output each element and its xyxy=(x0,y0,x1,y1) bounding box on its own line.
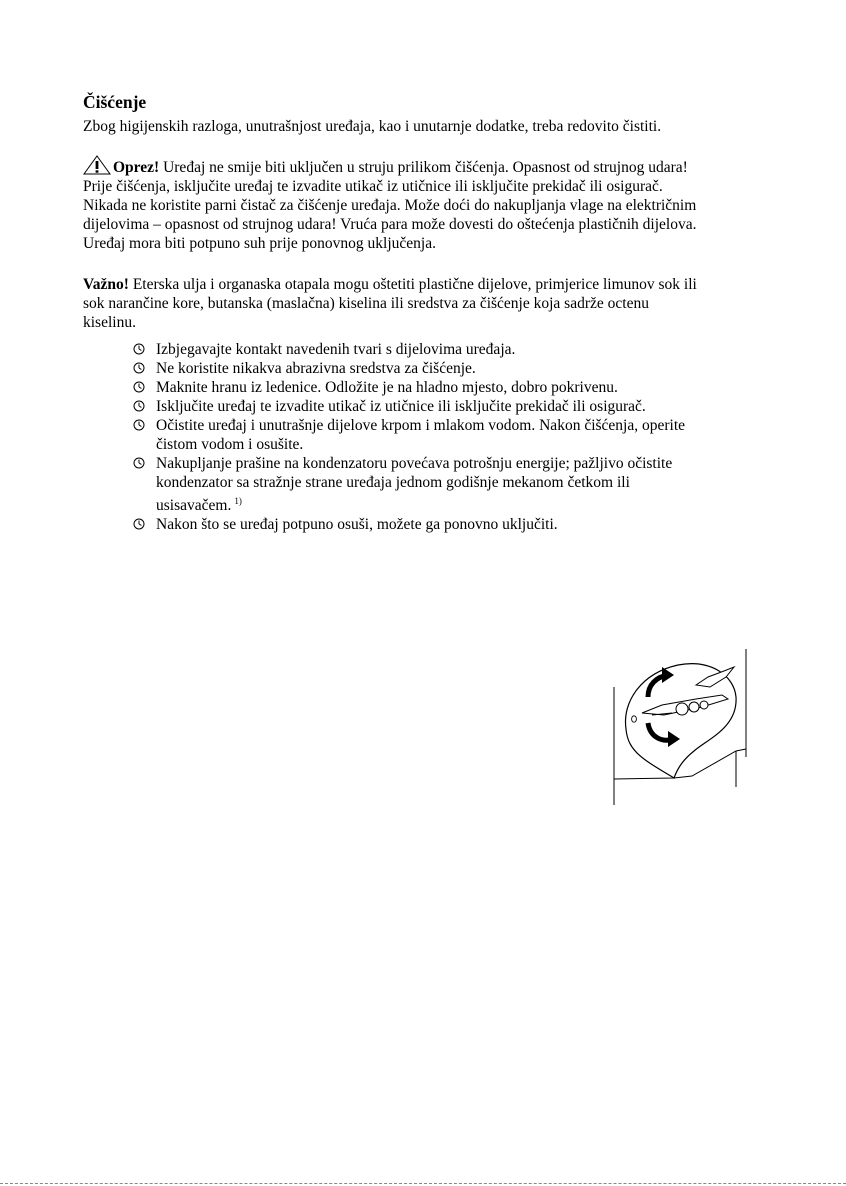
step-text: Nakupljanje prašine na kondenzatoru povećava potrošnju energije; pažljivo očistite kondenzator sa stražnje strane uređaja jednom godišnje mekanom četkom ili usisavačem. xyxy=(156,455,673,514)
section-title: Čišćenje xyxy=(83,92,147,112)
step-text: Maknite hranu iz ledenice. Odložite je na hladno mjesto, dobro pokrivenu. xyxy=(156,379,618,396)
step-text: Izbjegavajte kontakt navedenih tvari s dijelovima uređaja. xyxy=(156,341,516,358)
important-text: Eterska ulja i organaska otapala mogu oštetiti plastične dijelove, primjerice limunov sok ili sok narančine kore, butanska (maslačna) kiselina ili sredstva za čišćenje koja sadrže octenu kiselinu. xyxy=(83,276,697,331)
page-bottom-divider xyxy=(0,1183,846,1184)
list-item xyxy=(133,397,713,416)
list-item xyxy=(133,515,713,534)
intro-paragraph: Zbog higijenskih razloga, unutrašnjost uređaja, kao i unutarnje dodatke, treba redovito čistiti. xyxy=(83,118,662,135)
step-text: Isključite uređaj te izvadite utikač iz utičnice ili isključite prekidač ili osigurač. xyxy=(156,398,646,415)
clock-bullet-icon xyxy=(133,381,145,393)
warning-paragraph xyxy=(83,155,703,253)
clock-bullet-icon xyxy=(133,343,145,355)
footnote-mark: 1) xyxy=(234,496,242,506)
clock-bullet-icon xyxy=(133,457,145,469)
list-item xyxy=(133,340,713,359)
list-item xyxy=(133,359,713,378)
step-text: Ne koristite nikakva abrazivna sredstva za čišćenje. xyxy=(156,360,476,377)
clock-bullet-icon xyxy=(133,362,145,374)
warning-text: Uređaj ne smije biti uključen u struju prilikom čišćenja. Opasnost od strujnog udara! Prije čišćenja, isključite uređaj te izvadite utikač iz utičnice ili isključite prekidač ili osigurač. Nikada ne koristite parni čistač za čišćenje uređaja. Može doći do nakupljanja vlage na električnim dijelovima – opasnost od strujnog udara! Vruća para može dovesti do oštećenja plastičnih dijelova. Uređaj mora biti potpuno suh prije ponovnog uključenja. xyxy=(83,159,697,252)
warning-triangle-icon xyxy=(83,155,111,175)
step-text: Očistite uređaj i unutrašnje dijelove krpom i mlakom vodom. Nakon čišćenja, operite čistom vodom i osušite. xyxy=(156,417,686,453)
thermostat-knob-illustration xyxy=(612,647,748,807)
clock-bullet-icon xyxy=(133,518,145,530)
step-text: Nakon što se uređaj potpuno osuši, možete ga ponovno uključiti. xyxy=(156,516,558,533)
cleaning-steps-list xyxy=(133,340,713,534)
warning-label: Oprez! xyxy=(113,159,160,176)
list-item xyxy=(133,454,713,515)
list-item xyxy=(133,416,713,454)
list-item xyxy=(133,378,713,397)
important-paragraph xyxy=(83,275,703,332)
clock-bullet-icon xyxy=(133,419,145,431)
clock-bullet-icon xyxy=(133,400,145,412)
important-label: Važno! xyxy=(83,276,129,293)
